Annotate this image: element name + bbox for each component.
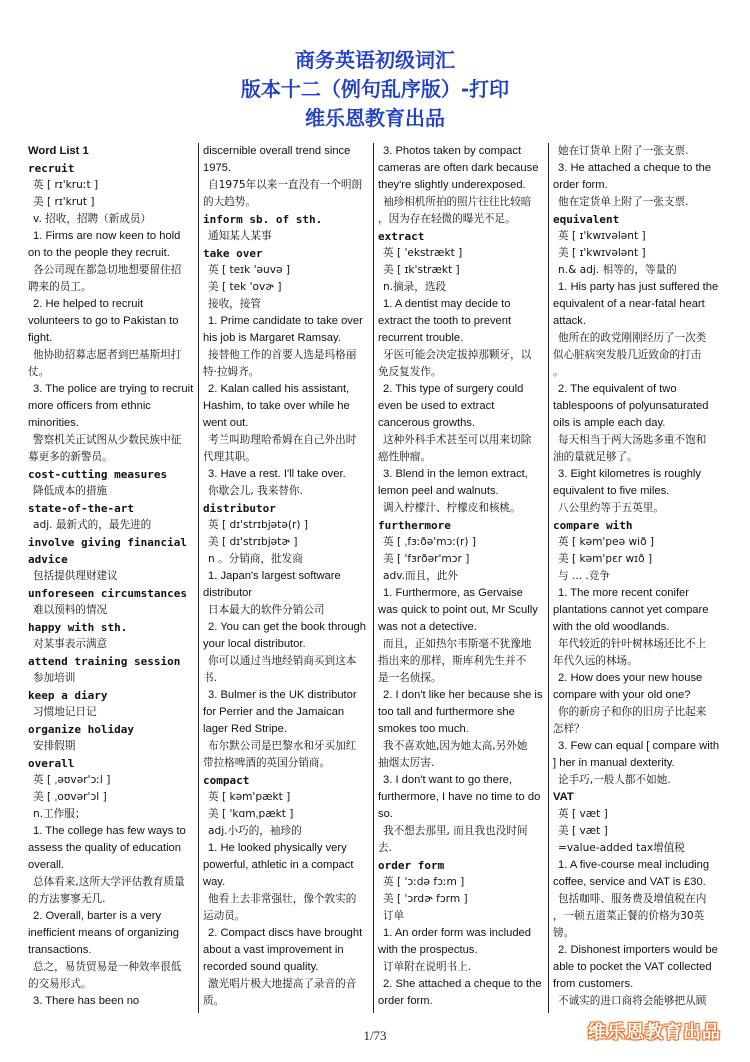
- text-line: 3. The police are trying to recruit: [33, 383, 194, 395]
- text-line: 1. Prime candidate to take over: [208, 315, 363, 327]
- text-line: 调入柠檬汁、柠檬皮和核桃。: [383, 502, 521, 514]
- column-3: [373, 143, 548, 1013]
- text-line: 接替他工作的首要人选是玛格丽: [208, 349, 357, 361]
- text-line: 他所在的政党刚刚经历了一次类: [558, 332, 707, 344]
- text-line: discernible overall trend since: [203, 145, 351, 157]
- text-line: 总体看来,这所大学评估教育质量: [33, 876, 185, 888]
- text-line: 她在订货单上附了一张支票.: [558, 145, 689, 157]
- text-line: too tall and furthermore she: [378, 706, 515, 718]
- text-line: able to pocket the VAT collected: [553, 961, 712, 973]
- text-line: 不诚实的进口商将会能够把从顾: [558, 995, 707, 1007]
- text-line: n.摘录，选段: [383, 281, 447, 293]
- text-line: 英 [ teɪk 'əuvə ]: [208, 264, 291, 276]
- text-line: 包括咖啡、服务费及增值税在内: [558, 893, 707, 905]
- text-line: 美 [ kəm'pɛr wɪð ]: [558, 553, 653, 565]
- text-line: 1. Firms are now keen to hold: [33, 230, 181, 242]
- text-line: 英 [ kəm'peə wið ]: [558, 536, 655, 548]
- text-line: ] her in manual dexterity.: [553, 757, 675, 769]
- text-line: about a vast improvement in: [203, 944, 344, 956]
- document-title: 商务英语初级词汇: [295, 48, 455, 72]
- text-line: attack.: [553, 315, 586, 327]
- text-line: 1. He looked physically very: [208, 842, 347, 854]
- text-line: coffee, service and VAT is £30.: [553, 876, 706, 888]
- text-line: 1. A five-course meal including: [558, 859, 710, 871]
- text-line: extract the tooth to prevent: [378, 315, 512, 327]
- text-line: 怎样？: [553, 723, 585, 735]
- text-line: 美 [ væt ]: [558, 825, 608, 837]
- text-line: order form.: [378, 995, 433, 1007]
- text-line: 订单: [383, 910, 405, 922]
- text-line: 总之，易货贸易是一种效率很低: [33, 961, 182, 973]
- text-line: 美 [ ɪk'strækt ]: [383, 264, 460, 276]
- text-line: 论手巧,一般人都不如她.: [558, 774, 671, 786]
- text-line: 美 [ dɪ'strɪbjətɚ ]: [208, 536, 298, 548]
- text-line: 这种外科手术甚至可以用来切除: [383, 434, 532, 446]
- headword: distributor: [203, 502, 276, 515]
- text-line: 的方法寥寥无几.: [28, 893, 106, 905]
- headword: advice: [28, 553, 68, 566]
- text-line: went out.: [203, 417, 249, 429]
- text-line: 他在定货单上附了一张支票.: [558, 196, 689, 208]
- text-line: minorities.: [28, 417, 79, 429]
- text-line: cancerous growths.: [378, 417, 476, 429]
- headword: cost-cutting measures: [28, 468, 168, 481]
- headword: compare with: [553, 519, 633, 532]
- section-heading: Word List 1: [28, 145, 89, 157]
- text-line: 1. A dentist may decide to: [383, 298, 511, 310]
- text-line: 质。: [203, 995, 225, 1007]
- text-line: from customers.: [553, 978, 634, 990]
- text-line: 美 [ 'fɜrðər'mɔr ]: [383, 553, 470, 565]
- text-line: 2. I don't like her because she is: [383, 689, 543, 701]
- text-line: distributor: [203, 587, 253, 599]
- text-line: cameras are often dark because: [378, 162, 539, 174]
- text-line: with the prospectus.: [378, 944, 478, 956]
- text-line: 你歇会儿, 我来替你.: [208, 485, 303, 497]
- section-heading: VAT: [553, 791, 574, 803]
- headword: take over: [203, 247, 263, 260]
- text-line: 3. Photos taken by compact: [383, 145, 522, 157]
- text-line: 降低成本的措施: [33, 485, 108, 497]
- text-line: 是一名侦探。: [378, 672, 442, 684]
- text-line: 美 [ ˌoʊvər'ɔl ]: [33, 791, 107, 803]
- text-line: 日本最大的软件分销公司: [208, 604, 325, 616]
- text-line: equivalent of a near-fatal heart: [553, 298, 705, 310]
- text-line: n.工作服；: [33, 808, 86, 820]
- text-line: compare with your old one?: [553, 689, 691, 701]
- text-line: 1. His party has just suffered the: [558, 281, 719, 293]
- column-4: [548, 143, 736, 1013]
- text-line: volunteers to go to Pakistan to: [28, 315, 179, 327]
- text-line: lager Red Stripe.: [203, 723, 287, 735]
- text-line: 英 [ 'ekstrækt ]: [383, 247, 463, 259]
- text-line: 2. She attached a cheque to the: [383, 978, 542, 990]
- text-line: 3. Bulmer is the UK distributor: [208, 689, 357, 701]
- text-line: 年代较近的针叶树林场还比不上: [558, 638, 707, 650]
- text-line: fight.: [28, 332, 53, 344]
- text-line: 英 [ dɪ'strɪbjətə(r) ]: [208, 519, 308, 531]
- text-line: 3. Eight kilometres is roughly: [558, 468, 702, 480]
- headword: keep a diary: [28, 689, 108, 702]
- text-line: 2. Kalan called his assistant,: [208, 383, 350, 395]
- text-line: 订单附在说明书上.: [383, 961, 472, 973]
- text-line: 他协助招募志愿者到巴基斯坦打: [33, 349, 182, 361]
- text-line: 英 [ ˌəʊvər'ɔːl ]: [33, 774, 111, 786]
- text-line: 接收，接管: [208, 298, 261, 310]
- headword: overall: [28, 757, 75, 770]
- text-line: 2. Dishonest importers would be: [558, 944, 718, 956]
- text-line: ，因为存在轻微的曝光不足。: [378, 213, 516, 225]
- text-line: 美 [ tek 'ovɚ ]: [208, 281, 282, 293]
- text-line: adv.而且，此外: [383, 570, 458, 582]
- column-1: [24, 143, 196, 1013]
- text-line: 2. This type of surgery could: [383, 383, 524, 395]
- headword: recruit: [28, 162, 75, 175]
- vocabulary-columns: [24, 143, 736, 1013]
- text-line: 自1975年以来一直没有一个明朗: [208, 179, 363, 191]
- text-line: your local distributor.: [203, 638, 306, 650]
- text-line: 3. Few can equal [ compare with: [558, 740, 720, 752]
- headword: inform sb. of sth.: [203, 213, 323, 226]
- text-line: 安排假期: [33, 740, 76, 752]
- text-line: 英 [ ɪ'kwɪvələnt ]: [558, 230, 646, 242]
- text-line: 我不喜欢她,因为她太高,另外她: [383, 740, 528, 752]
- text-line: 你可以通过当地经销商买到这本: [208, 655, 357, 667]
- headword: unforeseen circumstances: [28, 587, 187, 600]
- headword: order form: [378, 859, 445, 872]
- text-line: recurrent trouble.: [378, 332, 464, 344]
- text-line: 激光唱片极大地提高了录音的音: [208, 978, 357, 990]
- text-line: on to the people they recruit.: [28, 247, 170, 259]
- text-line: his job is Margaret Ramsay.: [203, 332, 341, 344]
- text-line: 而且，正如热尔韦斯毫不犹豫地: [383, 638, 532, 650]
- text-line: 书.: [203, 672, 217, 684]
- text-line: 仗。: [28, 366, 50, 378]
- text-line: 各公司现在都急切地想要留住招: [33, 264, 182, 276]
- text-line: 镑。: [553, 927, 575, 939]
- text-line: 美 [ ɪ'kwɪvələnt ]: [558, 247, 646, 259]
- text-line: 1. Japan's largest software: [208, 570, 341, 582]
- text-line: 2. Compact discs have brought: [208, 927, 363, 939]
- text-line: ，一顿五道菜正餐的价格为30英: [553, 910, 705, 922]
- text-line: was quick to point out, Mr Scully: [378, 604, 538, 616]
- text-line: 3. I don't want to go there,: [383, 774, 513, 786]
- text-line: 聘来的员工。: [28, 281, 92, 293]
- text-line: =value-added tax增值税: [558, 842, 685, 854]
- text-line: 布尔默公司是巴黎水和牙买加红: [208, 740, 357, 752]
- text-line: powerful, athletic in a compact: [203, 859, 354, 871]
- text-line: with the old woodlands.: [553, 621, 670, 633]
- text-line: 3. There has been no: [33, 995, 140, 1007]
- text-line: they're slightly underexposed.: [378, 179, 526, 191]
- text-line: 英 [ 'ɔːdə fɔːm ]: [383, 876, 465, 888]
- text-line: smokes too much.: [378, 723, 469, 735]
- text-line: n 。分销商，批发商: [208, 553, 303, 565]
- text-line: inefficient means of organizing: [28, 927, 179, 939]
- text-line: 3. Have a rest. I'll take over.: [208, 468, 346, 480]
- text-line: for Perrier and the Jamaican: [203, 706, 345, 718]
- page-number: 1/73: [363, 1028, 387, 1043]
- text-line: 运动员。: [203, 910, 246, 922]
- page-header: [0, 46, 750, 133]
- text-line: adj. 最新式的，最先进的: [33, 519, 152, 531]
- headword: compact: [203, 774, 250, 787]
- text-line: 似心脏病突发般几近致命的打击: [553, 349, 702, 361]
- text-line: 英 [ væt ]: [558, 808, 608, 820]
- text-line: 油的量就足够了。: [553, 451, 638, 463]
- text-line: lemon peel and walnuts.: [378, 485, 499, 497]
- text-line: adj.小巧的，袖珍的: [208, 825, 302, 837]
- headword: organize holiday: [28, 723, 134, 736]
- text-line: overall.: [28, 859, 65, 871]
- text-line: 抽烟太厉害.: [378, 757, 435, 769]
- text-line: 你的新房子和你的旧房子比起来: [558, 706, 707, 718]
- text-line: 美 [ 'ɔrdɚ fɔrm ]: [383, 893, 468, 905]
- text-line: 代理其职。: [203, 451, 256, 463]
- text-line: 2. The equivalent of two: [558, 383, 677, 395]
- text-line: 英 [ ˌfɜːðə'mɔː(r) ]: [383, 536, 477, 548]
- text-line: even be used to extract: [378, 400, 495, 412]
- text-line: Hashim, to take over while he: [203, 400, 350, 412]
- text-line: 癌性肿瘤。: [378, 451, 431, 463]
- text-line: was not a detective.: [378, 621, 477, 633]
- text-line: 牙医可能会决定拔掉那颗牙，以: [383, 349, 532, 361]
- text-line: 指出来的那样，斯库利先生并不: [378, 655, 527, 667]
- text-line: v. 招收，招聘（新成员）: [33, 213, 152, 225]
- text-line: 他看上去非常强壮，像个敦实的: [208, 893, 357, 905]
- text-line: 难以预料的情况: [33, 604, 108, 616]
- text-line: 通知某人某事: [208, 230, 272, 242]
- text-line: 考兰叫助理哈希姆在自己外出时: [208, 434, 357, 446]
- text-line: 特·拉姆齐。: [203, 366, 260, 378]
- text-line: 2. How does your new house: [558, 672, 703, 684]
- text-line: 募更多的新警员。: [28, 451, 113, 463]
- text-line: 美 [ rɪ'krut ]: [33, 196, 95, 208]
- text-line: equivalent to five miles.: [553, 485, 670, 497]
- headword: furthermore: [378, 519, 451, 532]
- text-line: 带拉格啤酒的英国分销商。: [203, 757, 331, 769]
- text-line: assess the quality of education: [28, 842, 181, 854]
- text-line: 包括提供理财建议: [33, 570, 118, 582]
- headword: equivalent: [553, 213, 620, 226]
- text-line: order form.: [553, 179, 608, 191]
- text-line: 免反复发作。: [378, 366, 442, 378]
- text-line: 习惯地记日记: [33, 706, 97, 718]
- text-line: 警察机关正试图从少数民族中征: [33, 434, 182, 446]
- headword: state-of-the-art: [28, 502, 134, 515]
- text-line: 1. The more recent conifer: [558, 587, 689, 599]
- text-line: 2. You can get the book through: [208, 621, 367, 633]
- text-line: n.& adj. 相等的，等量的: [558, 264, 677, 276]
- column-2: [198, 143, 373, 1013]
- text-line: 的交易形式。: [28, 978, 92, 990]
- headword: involve giving financial: [28, 536, 187, 549]
- text-line: way.: [203, 876, 226, 888]
- text-line: 英 [ rɪ'kruːt ]: [33, 179, 99, 191]
- text-line: 年代久远的林场。: [553, 655, 638, 667]
- text-line: plantations cannot yet compare: [553, 604, 709, 616]
- text-line: 2. He helped to recruit: [33, 298, 144, 310]
- headword: extract: [378, 230, 425, 243]
- text-line: 袖珍相机所拍的照片往往比较暗: [383, 196, 532, 208]
- text-line: oils is ample each day.: [553, 417, 666, 429]
- document-subtitle: 版本十二（例句乱序版）-打印: [240, 77, 510, 101]
- text-line: 八公里约等于五英里。: [558, 502, 664, 514]
- text-line: tablespoons of polyunsaturated: [553, 400, 709, 412]
- text-line: 1975.: [203, 162, 231, 174]
- text-line: 3. Blend in the lemon extract,: [383, 468, 528, 480]
- headword: happy with sth.: [28, 621, 128, 634]
- text-line: 我不想去那里, 而且我也没时间: [383, 825, 528, 837]
- publisher-watermark: 维乐恩教育出品: [588, 1022, 721, 1043]
- text-line: 1. An order form was included: [383, 927, 531, 939]
- text-line: 对某事表示满意: [33, 638, 108, 650]
- text-line: 1. Furthermore, as Gervaise: [383, 587, 523, 599]
- text-line: 2. Overall, barter is a very: [33, 910, 162, 922]
- text-line: recorded sound quality.: [203, 961, 319, 973]
- text-line: 美 [ 'kɑmˌpækt ]: [208, 808, 294, 820]
- text-line: 3. He attached a cheque to the: [558, 162, 712, 174]
- text-line: 去.: [378, 842, 392, 854]
- text-line: more officers from ethnic: [28, 400, 151, 412]
- text-line: 参加培训: [33, 672, 76, 684]
- text-line: 每天相当于两大汤匙多重不饱和: [558, 434, 707, 446]
- text-line: furthermore, I have no time to do: [378, 791, 541, 803]
- publisher-line: 维乐恩教育出品: [305, 106, 445, 130]
- text-line: 的大趋势。: [203, 196, 256, 208]
- text-line: 。: [553, 366, 564, 378]
- text-line: transactions.: [28, 944, 92, 956]
- text-line: so.: [378, 808, 393, 820]
- text-line: 英 [ kəm'pækt ]: [208, 791, 291, 803]
- headword: attend training session: [28, 655, 181, 668]
- text-line: 1. The college has few ways to: [33, 825, 186, 837]
- text-line: 与 ... .竞争: [558, 570, 610, 582]
